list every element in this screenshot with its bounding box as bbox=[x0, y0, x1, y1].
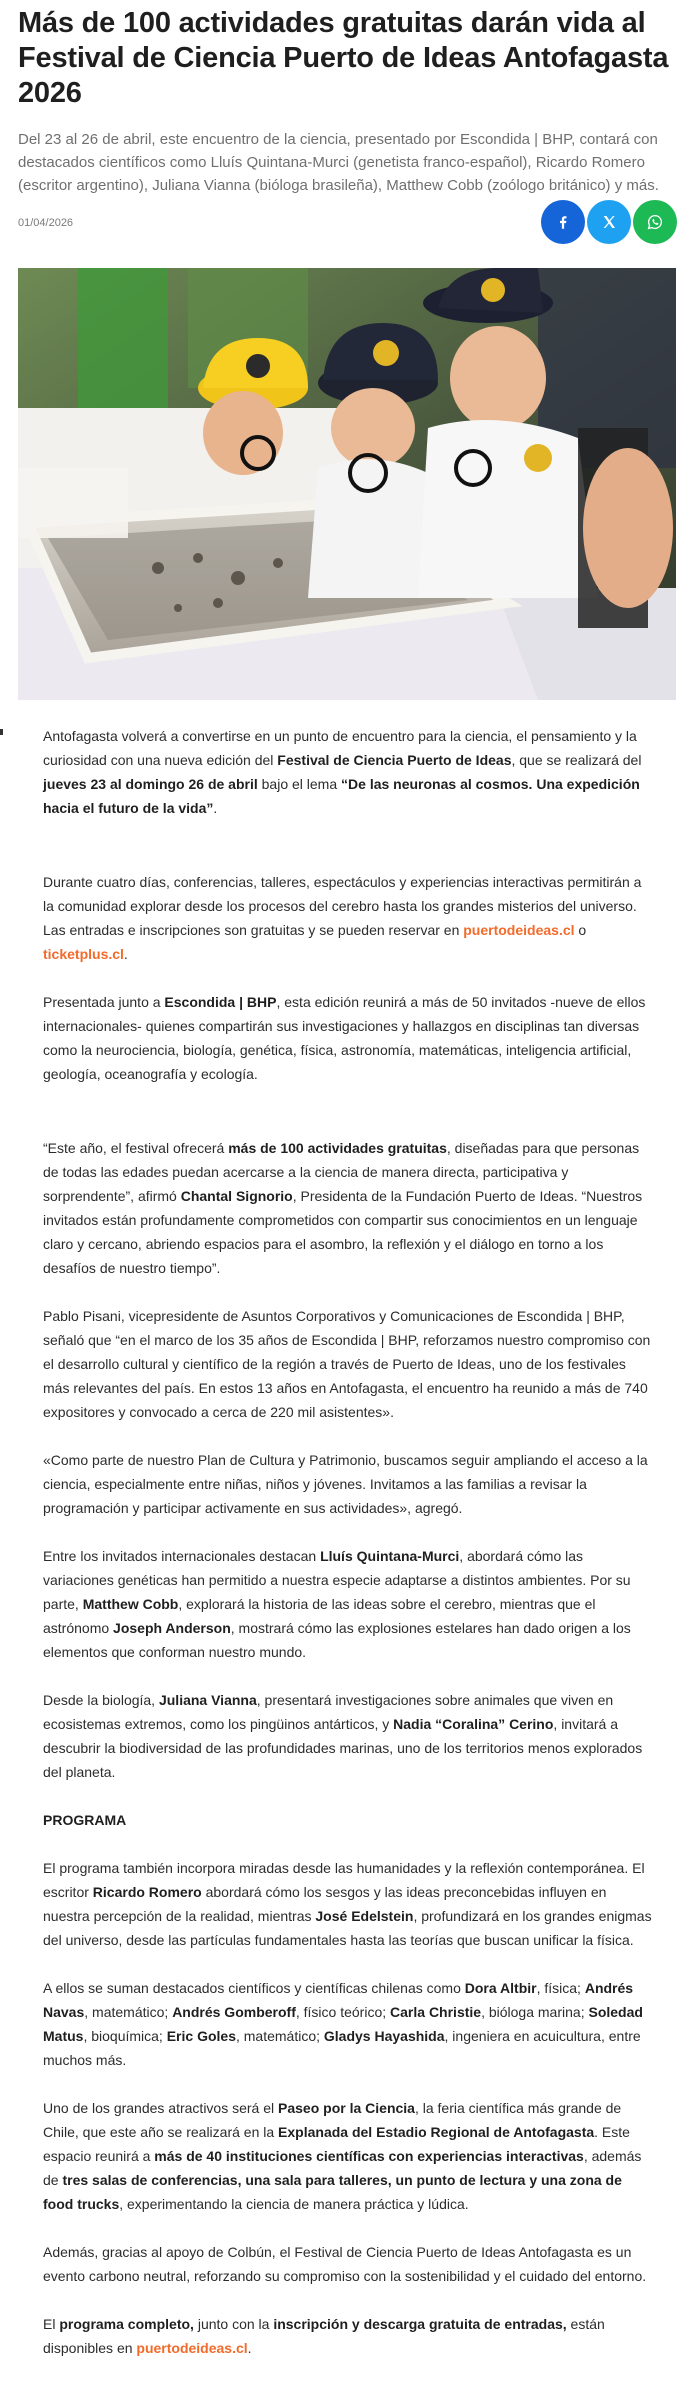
paragraph-carbon-neutral: Además, gracias al apoyo de Colbún, el Festival de Ciencia Puerto de Ideas Antofagasta es un evento carbono neutral, reforzando su compromiso con la sostenibilidad y el cuidado del entorno. bbox=[43, 2244, 647, 2284]
text: , diseñadas para que personas de todas las edades puedan acercarse a la ciencia de manera directa, participativa y sorprendente”, afirmó bbox=[43, 1140, 640, 1204]
text: Desde la biología, bbox=[43, 1692, 159, 1708]
text: Entre los invitados internacionales destacan bbox=[43, 1548, 321, 1564]
text: o bbox=[574, 922, 587, 938]
link-puertodeideas-footer[interactable]: puertodeideas.cl bbox=[136, 2340, 248, 2356]
text: , física; bbox=[536, 1980, 585, 1996]
text: Presentada junto a bbox=[43, 994, 165, 1010]
bold-text: Explanada del Estadio Regional de Antofagasta bbox=[278, 2124, 595, 2140]
text: , matemático; bbox=[84, 2004, 173, 2020]
paragraph-quote-signorio bbox=[43, 1136, 653, 1280]
paragraph-intro bbox=[43, 724, 653, 820]
share-facebook-button[interactable] bbox=[541, 200, 585, 244]
bold-text: “De las neuronas al cosmos. Una expedición hacia el futuro de la vida” bbox=[43, 776, 640, 816]
text: . bbox=[213, 800, 218, 816]
bold-text: Gladys Hayashida bbox=[323, 2028, 445, 2044]
bold-text: tres salas de conferencias, una sala para talleres, un punto de lectura y una zona de food trucks bbox=[43, 2172, 622, 2212]
bold-text: Festival de Ciencia Puerto de Ideas bbox=[277, 752, 512, 768]
bold-text: más de 40 instituciones científicas con experiencias interactivas bbox=[154, 2148, 584, 2164]
article-subtitle: Del 23 al 26 de abril, este encuentro de la ciencia, presentado por Escondida | BHP, contará con destacados científicos como Lluís Quintana-Murci (genetista franco-español), Ricardo Romero (escritor argentino), Juliana Vianna (bióloga brasileña), Matthew Cobb (zoólogo británico) y más. bbox=[18, 131, 659, 194]
bold-text: Carla Christie bbox=[390, 2004, 482, 2020]
paragraph-full-program bbox=[43, 2312, 653, 2360]
paragraph-plan-cultura: «Como parte de nuestro Plan de Cultura y Patrimonio, buscamos seguir ampliando el acceso a la ciencia, especialmente entre niñas, niños y jóvenes. Invitamos a las familias a revisar la programación y participar activamente en sus actividades», agregó. bbox=[43, 1452, 648, 1516]
link-puertodeideas[interactable]: puertodeideas.cl bbox=[463, 922, 575, 938]
link-ticketplus[interactable]: ticketplus.cl bbox=[43, 946, 124, 962]
text: Durante cuatro días, conferencias, talleres, espectáculos y experiencias interactivas permitirán a la comunidad explorar desde los procesos del cerebro hasta los grandes misterios del universo. Las entradas e inscripciones son gratuitas y se pueden reservar en bbox=[43, 874, 642, 938]
text: “Este año, el festival ofrecerá bbox=[43, 1140, 229, 1156]
bullet-marker bbox=[0, 729, 3, 735]
text: , presentará investigaciones sobre animales que viven en ecosistemas extremos, como los pingüinos antárticos, y bbox=[43, 1692, 614, 1732]
text: , bioquímica; bbox=[83, 2028, 167, 2044]
bold-text: José Edelstein bbox=[315, 1908, 414, 1924]
bold-text: Joseph Anderson bbox=[113, 1620, 231, 1636]
text: . bbox=[247, 2340, 252, 2356]
article-body bbox=[43, 724, 653, 2384]
bold-text: más de 100 actividades gratuitas bbox=[228, 1140, 447, 1156]
paragraph-chilean-scientists bbox=[43, 1976, 653, 2072]
text: Antofagasta volverá a convertirse en un punto de encuentro para la ciencia, el pensamiento y la curiosidad con una nueva edición del bbox=[43, 728, 637, 768]
paragraph-paseo-ciencia bbox=[43, 2096, 653, 2216]
bold-text: Andrés Navas bbox=[43, 1980, 634, 2020]
bold-text: Chantal Signorio bbox=[180, 1188, 293, 1204]
bold-text: Andrés Gomberoff bbox=[172, 2004, 296, 2020]
bold-text: Eric Goles bbox=[166, 2028, 236, 2044]
text: abordará cómo los sesgos y las ideas preconcebidas influyen en nuestra percepción de la realidad, mientras bbox=[43, 1884, 607, 1924]
text: , explorará la historia de las ideas sobre el cerebro, mientras que el astrónomo bbox=[43, 1596, 596, 1636]
text: A ellos se suman destacados científicos y científicas chilenas como bbox=[43, 1980, 465, 1996]
text: , abordará cómo las variaciones genéticas han permitido a nuestra especie adaptarse a distintos ambientes. Por su parte, bbox=[43, 1548, 631, 1612]
share-whatsapp-button[interactable] bbox=[633, 200, 677, 244]
text: , físico teórico; bbox=[295, 2004, 391, 2020]
facebook-icon bbox=[554, 213, 572, 231]
bold-text: Lluís Quintana-Murci bbox=[320, 1548, 460, 1564]
bold-text: Escondida | BHP bbox=[164, 994, 277, 1010]
whatsapp-icon bbox=[646, 213, 664, 231]
bold-text: programa completo, bbox=[59, 2316, 194, 2332]
bold-text: jueves 23 al domingo 26 de abril bbox=[43, 776, 258, 792]
paragraph-pisani: Pablo Pisani, vicepresidente de Asuntos Corporativos y Comunicaciones de Escondida | BHP, señaló que “en el marco de los 35 años de Escondida | BHP, reforzamos nuestro compromiso con el desarrollo cultural y científico de la región a través de Puerto de Ideas, uno de los festivales más relevantes del país. En estos 13 años en Antofagasta, el encuentro ha reunido a más de 740 expositores y convocado a cerca de 220 mil asistentes». bbox=[43, 1308, 651, 1420]
text: están disponibles en bbox=[43, 2316, 605, 2356]
section-heading-programa: PROGRAMA bbox=[43, 1812, 127, 1828]
paragraph-humanities bbox=[43, 1856, 653, 1952]
text: El bbox=[43, 2316, 60, 2332]
bold-text: Dora Altbir bbox=[464, 1980, 537, 1996]
text: Uno de los grandes atractivos será el bbox=[43, 2100, 279, 2116]
publish-date: 01/04/2026 bbox=[18, 217, 74, 229]
text: , además de bbox=[43, 2148, 642, 2188]
article-photo bbox=[18, 268, 676, 700]
bold-text: Juliana Vianna bbox=[158, 1692, 257, 1708]
bold-text: Soledad Matus bbox=[43, 2004, 643, 2044]
text: . Este espacio reunirá a bbox=[43, 2124, 630, 2164]
x-twitter-icon bbox=[600, 213, 618, 231]
share-x-button[interactable] bbox=[587, 200, 631, 244]
paragraph-guests bbox=[43, 990, 653, 1086]
text: , matemático; bbox=[235, 2028, 324, 2044]
bold-text: Nadia “Coralina” Cerino bbox=[393, 1716, 554, 1732]
paragraph-activities bbox=[43, 870, 653, 966]
text: , esta edición reunirá a más de 50 invitados -nueve de ellos internacionales- quienes compartirán sus investigaciones y hallazgos en disciplinas tan diversas como la neurociencia, biología, genética, física, astronomía, matemáticas, inteligencia artificial, geología, oceanografía y ecología. bbox=[43, 994, 646, 1082]
text: , experimentando la ciencia de manera práctica y lúdica. bbox=[119, 2196, 469, 2212]
bold-text: Paseo por la Ciencia bbox=[278, 2100, 415, 2116]
text: , Presidenta de la Fundación Puerto de Ideas. “Nuestros invitados están profundamente comprometidos con compartir sus conocimientos en un lenguaje claro y cercano, abriendo espacios para el asombro, la reflexión y el diálogo en torno a los desafíos de nuestro tiempo”. bbox=[43, 1188, 643, 1276]
article-title: Más de 100 actividades gratuitas darán vida al Festival de Ciencia Puerto de Ideas Antofagasta 2026 bbox=[18, 7, 669, 109]
text: , que se realizará del bbox=[511, 752, 642, 768]
bold-text: Ricardo Romero bbox=[92, 1884, 202, 1900]
text: . bbox=[123, 946, 128, 962]
bold-text: Matthew Cobb bbox=[82, 1596, 179, 1612]
text: , mostrará cómo las explosiones estelares han dado origen a los elementos que conforman nuestro mundo. bbox=[43, 1620, 631, 1660]
text: junto con la bbox=[193, 2316, 274, 2332]
text: , bióloga marina; bbox=[481, 2004, 589, 2020]
text: , profundizará en los grandes enigmas del universo, desde las partículas fundamentales hasta las teorías que buscan unificar la física. bbox=[43, 1908, 652, 1948]
paragraph-international-guests bbox=[43, 1544, 653, 1664]
text: , ingeniera en acuicultura, entre muchos más. bbox=[43, 2028, 641, 2068]
text: El programa también incorpora miradas desde las humanidades y la reflexión contemporánea. El escritor bbox=[43, 1860, 645, 1900]
text: , invitará a descubrir la biodiversidad de las profundidades marinas, uno de los territorios menos explorados del planeta. bbox=[43, 1716, 643, 1780]
bold-text: inscripción y descarga gratuita de entradas, bbox=[273, 2316, 567, 2332]
text: bajo el lema bbox=[257, 776, 342, 792]
text: , la feria científica más grande de Chile, que este año se realizará en la bbox=[43, 2100, 622, 2140]
paragraph-biology bbox=[43, 1688, 653, 1784]
